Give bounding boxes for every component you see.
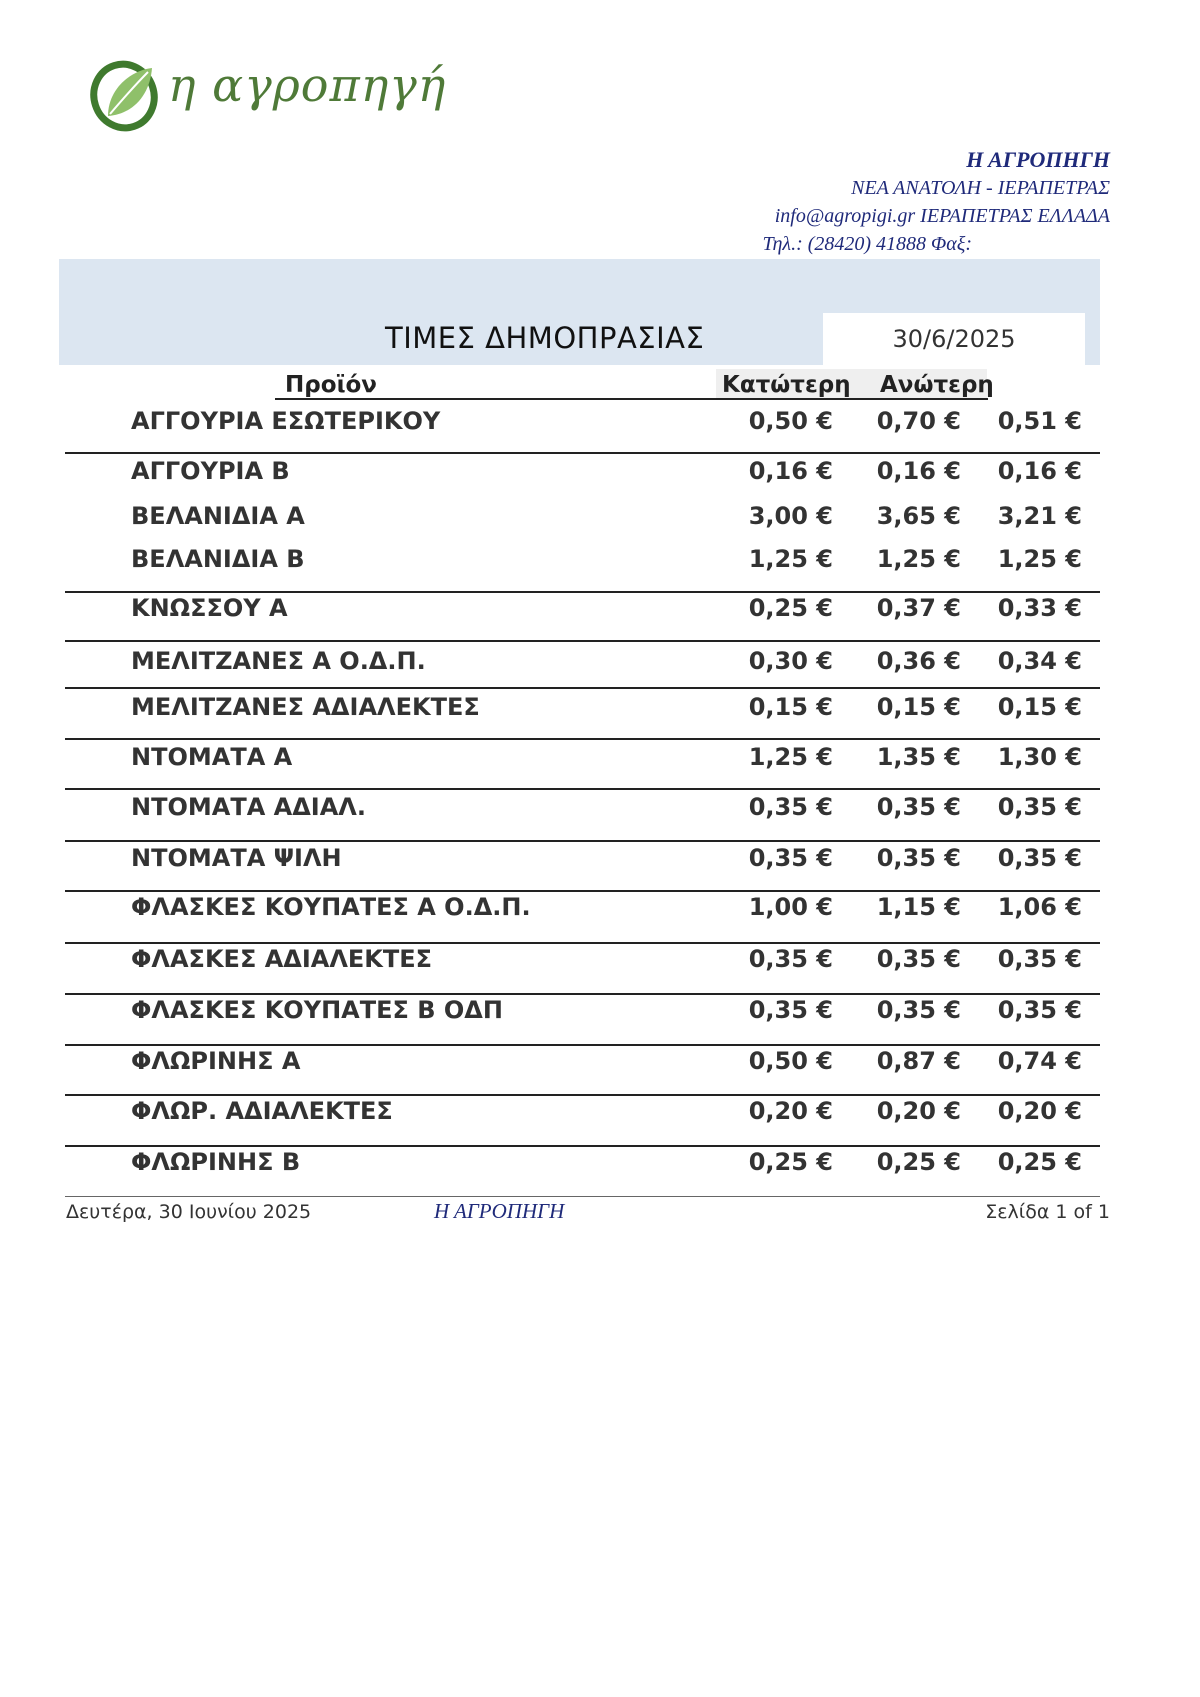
max-price: 0,87 € <box>876 1047 961 1075</box>
avg-price: 0,33 € <box>997 594 1082 622</box>
report-date: 30/6/2025 <box>823 313 1085 366</box>
footer-date: Δευτέρα, 30 Ιουνίου 2025 <box>66 1201 312 1223</box>
min-price: 3,00 € <box>748 502 833 530</box>
row-divider <box>65 788 1100 790</box>
leaf-icon <box>86 52 166 137</box>
max-price: 1,35 € <box>876 743 961 771</box>
product-name: ΑΓΓΟΥΡΙΑ ΕΣΩΤΕΡΙΚΟΥ <box>131 407 441 435</box>
row-divider <box>65 890 1100 892</box>
row-divider <box>65 452 1100 454</box>
header-underline <box>275 398 988 400</box>
avg-price: 0,74 € <box>997 1047 1082 1075</box>
column-header-product: Προϊόν <box>285 372 377 398</box>
min-price: 0,25 € <box>748 594 833 622</box>
product-name: ΒΕΛΑΝΙΔΙΑ Β <box>131 545 305 573</box>
min-price: 0,30 € <box>748 647 833 675</box>
product-name: ΜΕΛΙΤΖΑΝΕΣ Α Ο.Δ.Π. <box>131 647 426 675</box>
product-name: ΑΓΓΟΥΡΙΑ Β <box>131 457 290 485</box>
company-logo <box>86 52 447 147</box>
product-name: ΦΛΩΡΙΝΗΣ Β <box>131 1148 301 1176</box>
min-price: 1,25 € <box>748 743 833 771</box>
avg-price: 0,25 € <box>997 1148 1082 1176</box>
avg-price: 0,34 € <box>997 647 1082 675</box>
row-divider <box>65 993 1100 995</box>
max-price: 0,20 € <box>876 1097 961 1125</box>
product-name: ΦΛΩΡ. ΑΔΙΑΛΕΚΤΕΣ <box>131 1097 393 1125</box>
footer-company: Η ΑΓΡΟΠΗΓΗ <box>434 1199 565 1223</box>
max-price: 1,25 € <box>876 545 961 573</box>
max-price: 0,35 € <box>876 945 961 973</box>
product-name: ΦΛΑΣΚΕΣ ΑΔΙΑΛΕΚΤΕΣ <box>131 945 433 973</box>
max-price: 0,35 € <box>876 844 961 872</box>
avg-price: 0,35 € <box>997 996 1082 1024</box>
max-price: 0,70 € <box>876 407 961 435</box>
min-price: 0,35 € <box>748 844 833 872</box>
avg-price: 1,25 € <box>997 545 1082 573</box>
min-price: 0,16 € <box>748 457 833 485</box>
column-header-min: Κατώτερη <box>722 372 851 398</box>
min-price: 0,15 € <box>748 693 833 721</box>
row-divider <box>65 1044 1100 1046</box>
logo-wordmark: η αγροπηγή <box>168 58 447 112</box>
max-price: 0,16 € <box>876 457 961 485</box>
row-divider <box>65 591 1100 593</box>
row-divider <box>65 840 1100 842</box>
product-name: ΝΤΟΜΑΤΑ ΑΔΙΑΛ. <box>131 793 366 821</box>
row-divider <box>65 687 1100 689</box>
max-price: 0,25 € <box>876 1148 961 1176</box>
avg-price: 0,20 € <box>997 1097 1082 1125</box>
row-divider <box>65 942 1100 944</box>
product-name: ΝΤΟΜΑΤΑ ΨΙΛΗ <box>131 844 342 872</box>
avg-price: 0,35 € <box>997 844 1082 872</box>
avg-price: 0,35 € <box>997 793 1082 821</box>
product-name: ΦΛΩΡΙΝΗΣ Α <box>131 1047 301 1075</box>
avg-price: 0,35 € <box>997 945 1082 973</box>
footer-divider <box>65 1196 1100 1197</box>
product-name: ΦΛΑΣΚΕΣ ΚΟΥΠΑΤΕΣ Β ΟΔΠ <box>131 996 503 1024</box>
avg-price: 3,21 € <box>997 502 1082 530</box>
page-title: ΤΙΜΕΣ ΔΗΜΟΠΡΑΣΙΑΣ <box>385 321 705 355</box>
product-name: ΚΝΩΣΣΟΥ Α <box>131 594 288 622</box>
avg-price: 1,06 € <box>997 893 1082 921</box>
avg-price: 0,15 € <box>997 693 1082 721</box>
avg-price: 0,51 € <box>997 407 1082 435</box>
company-email: info@agropigi.gr ΙΕΡΑΠΕΤΡΑΣ ΕΛΛΑΔΑ <box>774 205 1110 227</box>
min-price: 0,20 € <box>748 1097 833 1125</box>
product-name: ΝΤΟΜΑΤΑ Α <box>131 743 293 771</box>
product-name: ΦΛΑΣΚΕΣ ΚΟΥΠΑΤΕΣ Α Ο.Δ.Π. <box>131 893 531 921</box>
max-price: 0,37 € <box>876 594 961 622</box>
footer-page-number: Σελίδα 1 of 1 <box>985 1201 1110 1223</box>
max-price: 0,36 € <box>876 647 961 675</box>
min-price: 1,25 € <box>748 545 833 573</box>
row-divider <box>65 640 1100 642</box>
avg-price: 0,16 € <box>997 457 1082 485</box>
min-price: 0,25 € <box>748 1148 833 1176</box>
avg-price: 1,30 € <box>997 743 1082 771</box>
max-price: 0,35 € <box>876 793 961 821</box>
company-name: Η ΑΓΡΟΠΗΓΗ <box>966 147 1110 172</box>
max-price: 3,65 € <box>876 502 961 530</box>
row-divider <box>65 738 1100 740</box>
row-divider <box>65 1145 1100 1147</box>
min-price: 0,35 € <box>748 793 833 821</box>
min-price: 0,35 € <box>748 945 833 973</box>
column-header-max: Ανώτερη <box>880 372 994 398</box>
max-price: 1,15 € <box>876 893 961 921</box>
min-price: 0,50 € <box>748 407 833 435</box>
max-price: 0,35 € <box>876 996 961 1024</box>
company-address: ΝΕΑ ΑΝΑΤΟΛΗ - ΙΕΡΑΠΕΤΡΑΣ <box>851 177 1110 199</box>
min-price: 1,00 € <box>748 893 833 921</box>
company-phone: Τηλ.: (28420) 41888 Φαξ: <box>762 233 972 255</box>
min-price: 0,50 € <box>748 1047 833 1075</box>
product-name: ΒΕΛΑΝΙΔΙΑ Α <box>131 502 305 530</box>
row-divider <box>65 1094 1100 1096</box>
product-name: ΜΕΛΙΤΖΑΝΕΣ ΑΔΙΑΛΕΚΤΕΣ <box>131 693 480 721</box>
max-price: 0,15 € <box>876 693 961 721</box>
min-price: 0,35 € <box>748 996 833 1024</box>
